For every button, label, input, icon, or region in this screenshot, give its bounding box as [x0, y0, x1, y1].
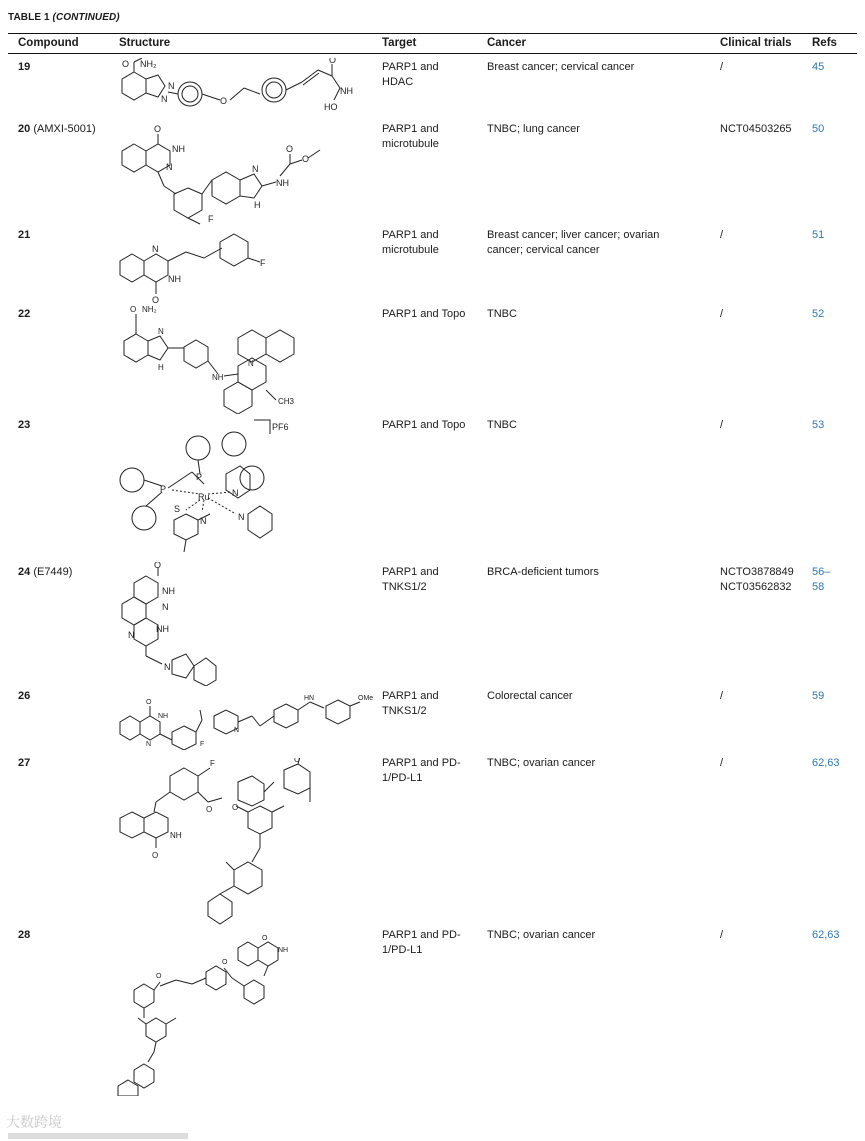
structure-19 [114, 58, 364, 116]
atom-label: O [156, 973, 162, 980]
atom-label: NH [172, 144, 185, 154]
cancer-cell: TNBC; lung cancer [487, 123, 580, 135]
atom-label: O [329, 58, 337, 65]
structure-23 [114, 414, 364, 554]
ref-link[interactable]: 52 [812, 308, 825, 320]
atom-label: NH [156, 624, 169, 634]
atom-label: H [254, 200, 261, 210]
atom-label: O [220, 96, 228, 106]
atom-label: OMe [358, 695, 374, 702]
structure-20 [114, 120, 364, 230]
top-rule [8, 33, 857, 34]
trials-cell: / [720, 308, 724, 320]
trials-cell: NCTO3878849 NCT03562832 [720, 566, 794, 593]
atom-label: O [294, 758, 301, 764]
atom-label: N [164, 662, 171, 672]
trials-cell: NCT04503265 [720, 123, 792, 135]
atom-label: O [232, 803, 239, 812]
cancer-cell: TNBC [487, 308, 517, 320]
atom-label: N [168, 81, 175, 91]
atom-label: N [252, 164, 259, 174]
atom-label: NH₂ [142, 305, 157, 314]
structure-22 [114, 304, 364, 414]
atom-label: NH [276, 178, 289, 188]
structure-26 [114, 686, 376, 750]
cancer-cell: Breast cancer; liver cancer; ovarian cancer; cervical cancer [487, 229, 660, 256]
atom-label: NH [158, 713, 169, 720]
cancer-cell: TNBC; ovarian cancer [487, 757, 596, 769]
target-cell: PARP1 and microtubule [382, 229, 439, 256]
compound-number: 22 [18, 308, 31, 320]
footer-line [8, 1133, 308, 1139]
atom-label: PF6 [272, 422, 289, 432]
atom-label: N [166, 162, 173, 172]
atom-label: O [152, 851, 159, 860]
compound-number: 28 [18, 929, 31, 941]
atom-label: O [130, 305, 137, 314]
atom-label: O [152, 295, 160, 304]
ref-link[interactable]: 62,63 [812, 929, 840, 941]
target-cell: PARP1 and Topo [382, 308, 466, 320]
atom-label: CH3 [278, 397, 295, 406]
atom-label: O [154, 562, 162, 570]
atom-label: F [260, 258, 266, 268]
atom-label: F [208, 214, 214, 224]
atom-label: NH [168, 274, 181, 284]
cancer-cell: Breast cancer; cervical cancer [487, 61, 635, 73]
target-cell: PARP1 and PD- 1/PD-L1 [382, 929, 461, 956]
cancer-cell: TNBC; ovarian cancer [487, 929, 596, 941]
header-structure: Structure [119, 37, 171, 49]
atom-label: O [286, 144, 294, 154]
trials-cell: / [720, 61, 724, 73]
atom-label: NH [278, 947, 289, 954]
table-caption [8, 12, 120, 23]
structure-21 [114, 224, 364, 304]
atom-label: F [200, 741, 205, 748]
trials-cell: / [720, 757, 724, 769]
ref-link[interactable]: 59 [812, 690, 825, 702]
header-compound: Compound [18, 37, 79, 49]
structure-28 [114, 934, 364, 1096]
atom-label: O [262, 935, 268, 942]
target-cell: PARP1 and TNKS1/2 [382, 566, 439, 593]
cancer-cell: Colorectal cancer [487, 690, 573, 702]
compound-number: 21 [18, 229, 31, 241]
atom-label: NH [162, 586, 175, 596]
target-cell: PARP1 and TNKS1/2 [382, 690, 439, 717]
atom-label: O [146, 699, 152, 706]
header-clinical-trials: Clinical trials [720, 37, 792, 49]
compound-number: 23 [18, 419, 31, 431]
compound-number: 19 [18, 61, 31, 73]
atom-label: N [234, 727, 240, 734]
atom-label: N [152, 244, 159, 254]
header-target: Target [382, 37, 417, 49]
header-rule [8, 53, 857, 54]
structure-27 [114, 758, 364, 928]
cancer-cell: BRCA-deficient tumors [487, 566, 599, 578]
atom-label: F [210, 759, 215, 768]
target-cell: PARP1 and HDAC [382, 61, 439, 88]
compound-number: 24 (E7449) [18, 566, 73, 578]
ref-link[interactable]: 50 [812, 123, 825, 135]
atom-label: O [154, 124, 162, 134]
ref-link[interactable]: 51 [812, 229, 825, 241]
ref-link[interactable]: 53 [812, 419, 825, 431]
atom-label: N [238, 512, 245, 522]
ref-link[interactable]: 45 [812, 61, 825, 73]
atom-label: HO [324, 102, 338, 112]
trials-cell: / [720, 929, 724, 941]
atom-label: HN [304, 695, 315, 702]
watermark-text: 大数跨境 [6, 1115, 62, 1131]
target-cell: PARP1 and microtubule [382, 123, 439, 150]
header-refs: Refs [812, 37, 837, 49]
atom-label: N [128, 630, 135, 640]
atom-label: NH [170, 831, 182, 840]
structure-24 [114, 562, 364, 686]
ref-link[interactable]: 56– 58 [812, 566, 831, 593]
atom-label: O [222, 959, 228, 966]
ref-link[interactable]: 62,63 [812, 757, 840, 769]
atom-label: NH [212, 373, 224, 382]
atom-label: N [232, 488, 239, 498]
atom-label: S [174, 504, 181, 514]
atom-label: NH₂ [140, 59, 157, 69]
trials-cell: / [720, 690, 724, 702]
caption-suffix: (CONTINUED) [52, 12, 120, 23]
atom-label: N [248, 359, 254, 368]
atom-label: NH [340, 86, 353, 96]
compound-number: 20 (AMXI-5001) [18, 123, 96, 135]
caption-label: TABLE 1 [8, 12, 50, 23]
atom-label: N [158, 327, 164, 336]
trials-cell: / [720, 419, 724, 431]
compound-number: 27 [18, 757, 31, 769]
atom-label: O [302, 154, 310, 164]
atom-label: O [206, 805, 213, 814]
compound-number: 26 [18, 690, 31, 702]
cancer-cell: TNBC [487, 419, 517, 431]
atom-label: N [200, 516, 207, 526]
header-cancer: Cancer [487, 37, 526, 49]
target-cell: PARP1 and PD- 1/PD-L1 [382, 757, 461, 784]
atom-label: N [161, 94, 168, 104]
atom-label: P [160, 484, 167, 494]
atom-label: N [162, 602, 169, 612]
trials-cell: / [720, 229, 724, 241]
atom-label: Ru [198, 492, 210, 502]
atom-label: O [122, 59, 130, 69]
atom-label: P [196, 472, 203, 482]
atom-label: N [146, 741, 152, 748]
target-cell: PARP1 and Topo [382, 419, 466, 431]
atom-label: H [158, 363, 164, 372]
